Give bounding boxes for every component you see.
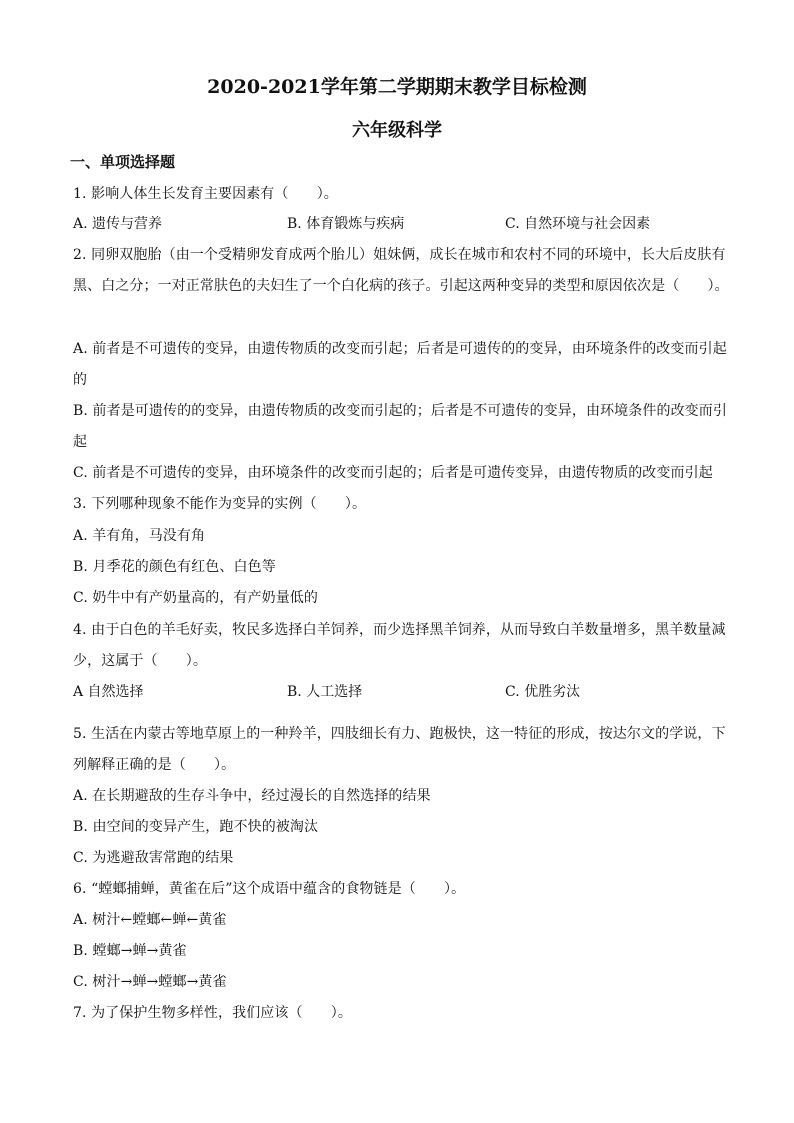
question-5-stem-line2: 列解释正确的是（ ）。: [73, 757, 236, 773]
question-1-options: [0, 213, 794, 233]
question-2-stem-line2: 黑、白之分；一对正常肤色的夫妇生了一个白化病的孩子。引起这两种变异的类型和原因依次是（ ）。: [73, 278, 729, 294]
question-4-option-c: C. 优胜劣汰: [505, 684, 581, 700]
question-1-option-a: A. 遗传与营养: [73, 216, 163, 232]
question-1-stem: 1. 影响人体生长发育主要因素有（ ）。: [73, 186, 338, 202]
question-2-option-a-line1: A. 前者是不可遗传的变异，由遗传物质的改变而引起；后者是可遗传的的变异，由环境条件的改变而引起: [73, 341, 727, 357]
question-2-option-c: C. 前者是不可遗传的变异，由环境条件的改变而引起的；后者是可遗传变异，由遗传物质的改变而引起: [73, 465, 713, 481]
question-2-stem-line1: 2. 同卵双胞胎（由一个受精卵发育成两个胎儿）姐妹俩，成长在城市和农村不同的环境中，长大后皮肤有: [73, 247, 726, 263]
question-3-option-a: A. 羊有角，马没有角: [73, 528, 206, 544]
question-6-stem: 6. “螳螂捕蝉，黄雀在后”这个成语中蕴含的食物链是（ ）。: [73, 881, 466, 897]
question-5-stem-line1: 5. 生活在内蒙古等地草原上的一种羚羊，四肢细长有力、跑极快，这一特征的形成，按达尔文的学说，下: [73, 726, 726, 742]
question-6-option-c: C. 树汁→蝉→螳螂→黄雀: [73, 974, 227, 990]
question-5-option-a: A. 在长期避敌的生存斗争中，经过漫长的自然选择的结果: [73, 788, 431, 804]
question-4-option-a: A 自然选择: [73, 684, 144, 700]
question-5-option-c: C. 为逃避敌害常跑的结果: [73, 850, 234, 866]
question-5-option-b: B. 由空间的变异产生，跑不快的被淘汰: [73, 819, 319, 835]
page-title: 2020-2021学年第二学期期末教学目标检测: [207, 76, 587, 98]
question-2-option-b-line1: B. 前者是可遗传的的变异，由遗传物质的改变而引起的；后者是不可遗传的变异，由环境条件的改变而引: [73, 403, 727, 419]
question-6-option-b: B. 螳螂→蝉→黄雀: [73, 943, 187, 959]
question-2-option-a-line2: 的: [73, 372, 88, 388]
question-4-stem-line2: 少，这属于（ ）。: [73, 653, 207, 669]
question-2-option-b-line2: 起: [73, 434, 88, 450]
question-4-options: [0, 681, 794, 701]
question-6-option-a: A. 树汁←螳螂←蝉←黄雀: [73, 912, 227, 928]
section-heading: 一、单项选择题: [70, 153, 176, 171]
question-3-stem: 3. 下列哪种现象不能作为变异的实例（ ）。: [73, 496, 367, 512]
question-1-option-c: C. 自然环境与社会因素: [505, 216, 651, 232]
question-3-option-b: B. 月季花的颜色有红色、白色等: [73, 559, 276, 575]
question-7-stem: 7. 为了保护生物多样性，我们应该（ ）。: [73, 1005, 353, 1021]
question-3-option-c: C. 奶牛中有产奶量高的，有产奶量低的: [73, 590, 319, 606]
question-1-option-b: B. 体育锻炼与疾病: [287, 216, 405, 232]
question-4-option-b: B. 人工选择: [287, 684, 363, 700]
question-4-stem-line1: 4. 由于白色的羊毛好卖，牧民多选择白羊饲养，而少选择黑羊饲养，从而导致白羊数量增多，黑羊数量减: [73, 622, 726, 638]
page-subtitle: 六年级科学: [352, 120, 442, 141]
